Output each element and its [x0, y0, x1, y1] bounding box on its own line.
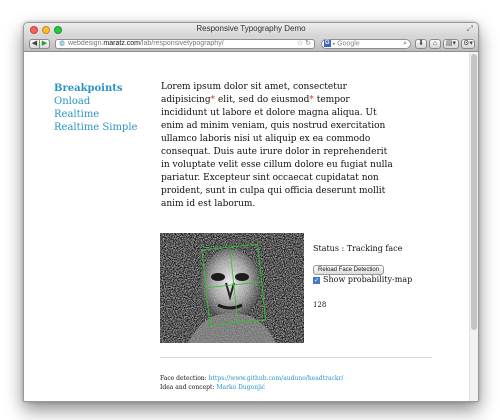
credits [160, 374, 343, 392]
author-link[interactable]: Marko Dugonjić [216, 384, 266, 391]
gear-icon: ⚙▾ [463, 40, 473, 47]
show-probability-map-checkbox[interactable] [313, 275, 412, 285]
search-engine-chevron-icon[interactable]: ▾ [332, 41, 336, 48]
browser-window [23, 22, 479, 402]
back-forward-buttons [29, 39, 50, 49]
tracking-status [313, 244, 402, 253]
fullscreen-icon[interactable]: ⤢ [466, 24, 473, 33]
page-menu-button[interactable] [443, 39, 459, 49]
status-value: Tracking face [346, 244, 403, 253]
status-label: Status [313, 244, 339, 253]
url-path: /lab/responsivetypography/ [139, 40, 224, 47]
checkbox-checked-icon[interactable]: ✓ [314, 276, 320, 284]
nav-item-realtime-simple[interactable]: Realtime Simple [54, 122, 138, 133]
status-separator: : [338, 244, 347, 253]
sidebar-nav [54, 82, 137, 134]
page-icon: ▤▾ [445, 40, 457, 47]
download-icon: ⬇ [418, 40, 424, 47]
nav-item-breakpoints[interactable]: Breakpoints [54, 83, 123, 94]
downloads-button[interactable] [415, 39, 427, 49]
url-domain: maratz.com [103, 40, 140, 47]
search-placeholder: Google [337, 40, 360, 48]
home-icon: ⌂ [432, 40, 438, 47]
bookmark-star-icon[interactable]: ☆ [296, 40, 304, 47]
back-button[interactable]: ◀ [31, 40, 38, 47]
page-content [24, 52, 470, 401]
settings-menu-button[interactable] [461, 39, 475, 49]
nav-item-onload[interactable]: Onload [54, 96, 91, 107]
title-bar [24, 23, 478, 37]
search-icon: ⌕ [403, 40, 407, 47]
google-icon: G [325, 40, 330, 46]
headtrackr-link[interactable]: https://www.github.com/auduno/headtrackr/ [208, 375, 344, 382]
paragraph-text-2: elit, sed do eiusmod [215, 95, 310, 105]
footnote-star: * [309, 95, 314, 105]
face-detection-label: Face detection: [160, 375, 209, 382]
footnote-star: * [210, 95, 216, 105]
reload-icon[interactable]: ↻ [305, 40, 311, 47]
address-bar[interactable] [55, 39, 315, 49]
webcam-probability-map [160, 233, 304, 343]
window-title: Responsive Typography Demo [196, 24, 306, 33]
paragraph-text-3: tempor incididunt ut labore et dolore magna aliqua. Ut enim ad minim veniam, quis nostrud exercitation ullamco laboris nisi ut aliquip ex ea commodo consequat. Duis aute irure dolor in reprehenderit in voluptate velit esse cillum dolore eu fugiat nulla pariatur. Excepteur sint occaecat cupidatat non proident, sunt in culpa qui officia deserunt mollit anim id est laborum. [161, 95, 393, 209]
search-field[interactable] [321, 39, 411, 49]
scrollbar-thumb[interactable] [471, 54, 477, 330]
forward-button[interactable]: ▶ [39, 40, 49, 48]
url-prefix: webdesign. [68, 40, 104, 47]
browser-toolbar [24, 37, 478, 52]
body-paragraph [161, 81, 397, 211]
reload-face-detection-button[interactable]: Reload Face Detection [313, 265, 384, 275]
paragraph-text-1: Lorem ipsum dolor sit amet, consectetur adipisicing [161, 82, 347, 105]
home-button[interactable] [429, 39, 441, 49]
nav-item-realtime[interactable]: Realtime [54, 109, 100, 120]
idea-label: Idea and concept: [160, 384, 217, 391]
globe-icon: ◍ [58, 40, 66, 47]
divider [160, 357, 432, 358]
checkbox-label: Show probability-map [323, 275, 413, 284]
vertical-scrollbar[interactable] [469, 52, 478, 401]
threshold-value: 128 [313, 301, 327, 309]
